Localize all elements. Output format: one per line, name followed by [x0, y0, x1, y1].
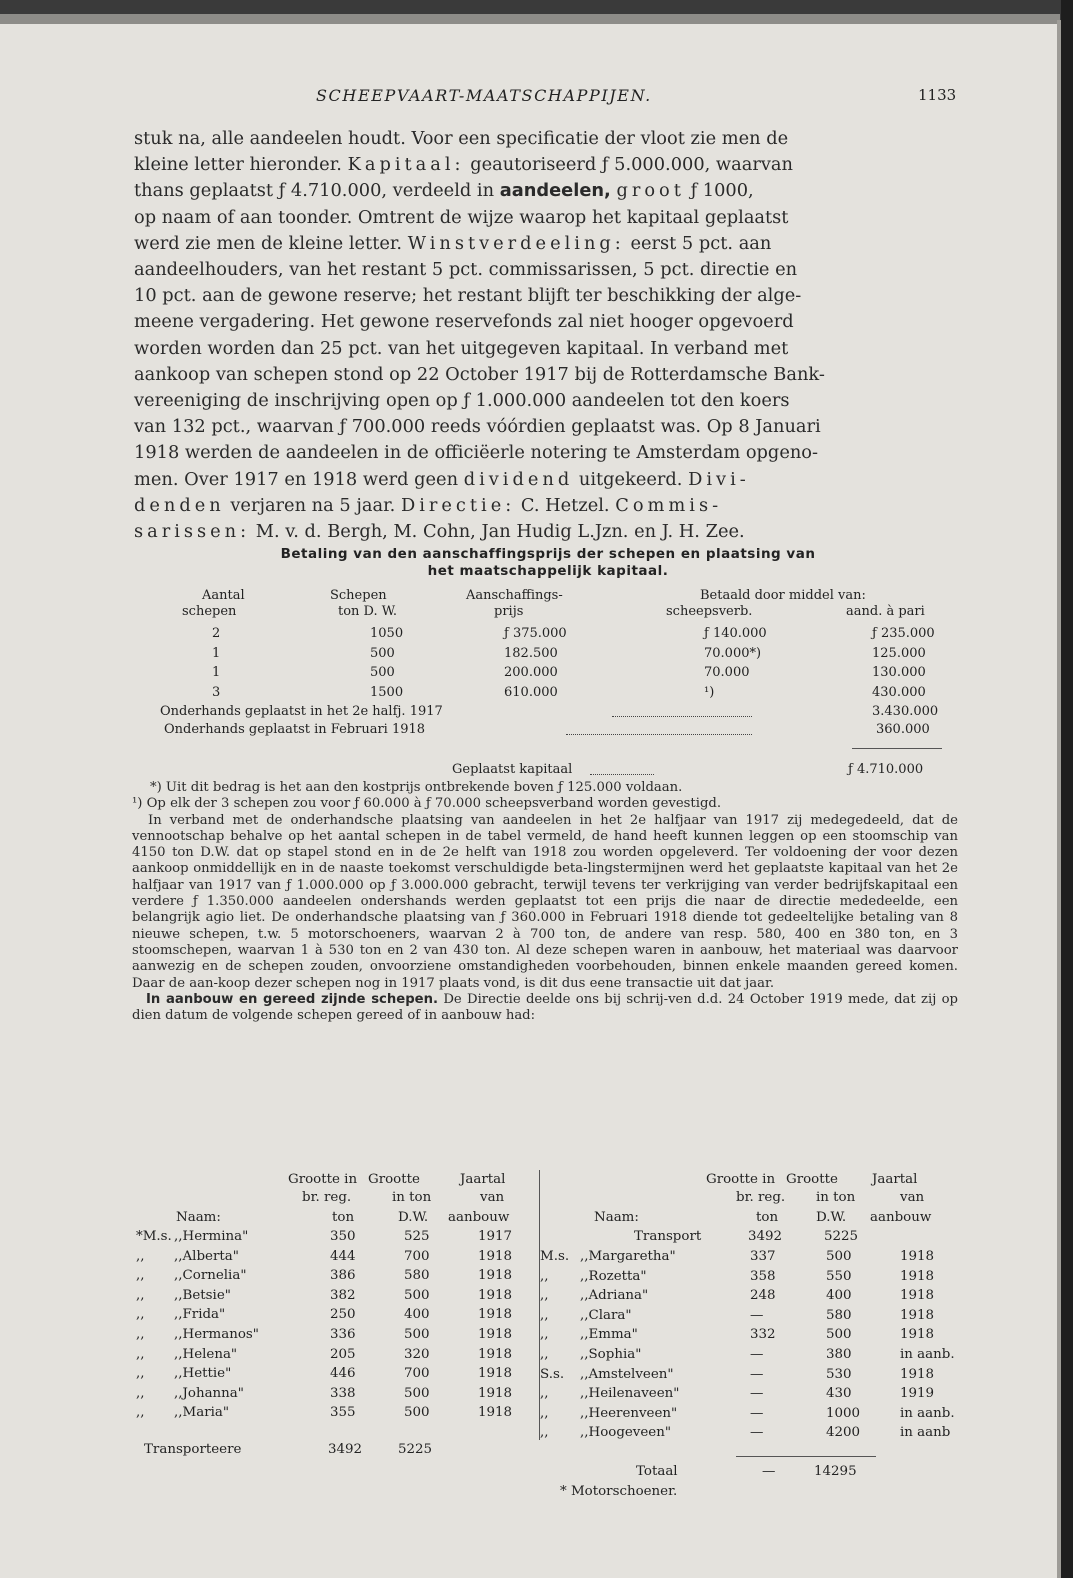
transport-label: Transport — [634, 1229, 702, 1244]
ship-name: ,,Rozetta" — [580, 1268, 647, 1284]
ship-name: ,,Heilenaveen" — [580, 1386, 680, 1402]
ship-brt: — — [750, 1425, 764, 1441]
text-span: ƒ 1000, — [690, 180, 754, 202]
text-span: geautoriseerd ƒ 5.000.000, waarvan — [470, 154, 793, 176]
ship-pre: *M.s. — [136, 1229, 172, 1244]
col-header: in ton — [392, 1190, 432, 1205]
cell-ton: 1050 — [370, 626, 404, 641]
ship-pre: ,, — [540, 1327, 549, 1343]
ship-pre: ,, — [540, 1268, 549, 1284]
totaal-label: Totaal — [636, 1464, 678, 1479]
ship-dw: 380 — [826, 1347, 852, 1362]
page-header — [0, 86, 1064, 110]
ship-jaar: 1917 — [478, 1229, 513, 1244]
text-line — [134, 152, 958, 178]
ship-jaar: 1918 — [478, 1287, 513, 1303]
col-header: van — [480, 1190, 505, 1205]
cell-prijs: 182.500 — [504, 645, 558, 661]
col-header: Naam: — [594, 1210, 639, 1225]
ship-name: ,,Maria" — [174, 1405, 230, 1421]
row-value: 3.430.000 — [872, 704, 939, 719]
ship-dw: 580 — [826, 1307, 852, 1323]
ship-jaar: 1918 — [900, 1268, 935, 1284]
ship-brt: 338 — [330, 1385, 356, 1401]
ship-name: ,,Amstelveen" — [580, 1366, 674, 1382]
ship-dw: 550 — [826, 1268, 852, 1284]
ship-jaar: 1918 — [478, 1268, 513, 1284]
small-print — [132, 780, 958, 1024]
col-header: Naam: — [176, 1210, 221, 1225]
ship-pre: S.s. — [540, 1366, 565, 1382]
ship-pre: ,, — [136, 1287, 145, 1303]
cell-ton: 1500 — [370, 684, 404, 700]
ship-brt: 350 — [330, 1229, 356, 1244]
ship-pre: ,, — [540, 1347, 549, 1362]
body-text — [134, 126, 958, 545]
ship-dw: 700 — [404, 1366, 430, 1382]
text-line: op naam of aan toonder. Omtrent de wijze waarop het kapitaal geplaatst — [134, 206, 789, 228]
ship-dw: 500 — [404, 1327, 430, 1342]
ship-brt: 386 — [330, 1268, 356, 1284]
ship-name: ,,Adriana" — [580, 1288, 649, 1304]
ship-brt: 248 — [750, 1288, 776, 1304]
text-span: uitgekeerd. — [578, 468, 683, 490]
running-title: SCHEEPVAART-MAATSCHAPPIJEN. — [316, 86, 652, 105]
col-header: Grootte in — [288, 1172, 358, 1187]
col-header: Grootte — [368, 1172, 420, 1187]
col-header: aand. à pari — [846, 604, 925, 619]
text-line: meene vergadering. Het gewone reservefonds zal niet hooger opgevoerd — [134, 311, 794, 333]
col-header: D.W. — [398, 1210, 429, 1225]
ship-brt: 358 — [750, 1268, 776, 1284]
col-header: ton D. W. — [338, 604, 398, 619]
cell-aantal: 1 — [212, 645, 221, 661]
transport-dw: 5225 — [824, 1229, 859, 1244]
ship-pre: ,, — [136, 1346, 145, 1362]
total-value: ƒ 4.710.000 — [848, 762, 924, 777]
cell-pari: 430.000 — [872, 684, 926, 700]
ship-name: ,,Emma" — [580, 1327, 638, 1343]
emph-directie: Directie: — [400, 494, 516, 516]
ship-jaar: 1918 — [478, 1307, 513, 1323]
cell-aantal: 3 — [212, 684, 221, 700]
text-span: werd zie men de kleine letter. — [134, 232, 403, 254]
ship-name: ,,Johanna" — [174, 1385, 244, 1401]
emph-dividend: dividend — [463, 468, 574, 490]
col-header: van — [900, 1190, 925, 1205]
title-line: het maatschappelijk kapitaal. — [427, 563, 669, 579]
emph-kapitaal: Kapitaal: — [347, 154, 465, 176]
cell-ton: 500 — [370, 665, 395, 680]
col-header: br. reg. — [302, 1190, 352, 1205]
ship-dw: 320 — [404, 1346, 430, 1362]
text-line — [134, 467, 958, 493]
emph-commis: Commis- — [615, 494, 723, 516]
emph-sarissen: sarissen: — [134, 521, 251, 543]
text-line — [134, 519, 958, 545]
scan-right-border — [1061, 0, 1073, 1578]
ship-name: ,,Heerenveen" — [580, 1405, 678, 1421]
col-header: in ton — [816, 1190, 856, 1205]
ship-pre: ,, — [540, 1307, 549, 1323]
text-line: van 132 pct., waarvan ƒ 700.000 reeds vóórdien geplaatst was. Op 8 Januari — [134, 416, 821, 438]
ship-jaar: 1918 — [478, 1248, 513, 1264]
leader-dots — [590, 764, 654, 775]
ship-brt: — — [750, 1366, 764, 1382]
ship-jaar: 1918 — [900, 1288, 935, 1304]
col-header: ton — [756, 1210, 779, 1225]
paragraph: In verband met de onderhandsche plaatsing van aandeelen in het 2e halfjaar van 1917 zij medegedeeld, dat de vennootschap behalve op het aantal schepen in de tabel vermeld, de hand heeft kunnen leggen op een stoomschip van 4150 ton D.W. dat op stapel stond en in de 2e helft van 1918 zou worden opgeleverd. Ter voldoening der voor dezen aankoop onmiddellijk en in de naaste toekomst verschuldigde beta-lingstermijnen werd het geplaatste kapitaal van het 2e halfjaar van 1917 van ƒ 1.000.000 op ƒ 3.000.000 gebracht, terwijl tevens ter verkrijging van verder bedrijfskapitaal een verdere ƒ 1.350.000 aandeelen ondershands werden geplaatst tot een prijs die naar de directie mededeelde, een belangrijk agio liet. De onderhandsche plaatsing van ƒ 360.000 in Februari 1918 diende tot gedeeltelijke betaling van 8 nieuwe schepen, t.w. 5 motorschoeners, waarvan 2 à 700 ton, de andere van resp. 580, 400 en 380 ton, en 3 stoomschepen, waarvan 1 à 530 ton en 2 van 430 ton. Al deze schepen waren in aanbouw, het materiaal was daarvoor aanwezig en de schepen zouden, onvoorziene omstandigheden voorbehouden, binnen enkele maanden gereed komen. Daar de aan-koop dezer schepen nog in 1917 plaats vond, is dit dus eene transactie uit dat jaar. — [132, 812, 958, 991]
total-rule — [736, 1456, 876, 1457]
ship-name: ,,Hermanos" — [174, 1327, 259, 1342]
ship-dw: 500 — [826, 1249, 852, 1264]
ship-name: ,,Hettie" — [174, 1366, 232, 1382]
ship-pre: ,, — [136, 1307, 145, 1323]
col-header: scheepsverb. — [666, 604, 753, 619]
leader-dots — [612, 706, 752, 717]
ship-dw: 525 — [404, 1229, 430, 1244]
title-line: Betaling van den aanschaffingsprijs der schepen en plaatsing van — [280, 546, 816, 562]
cell-verb: ƒ 140.000 — [704, 626, 767, 641]
emph-winstverdeeling: Winstverdeeling: — [407, 232, 625, 254]
ship-brt: 444 — [330, 1248, 356, 1264]
ship-name: ,,Margaretha" — [580, 1249, 676, 1264]
col-header: Aantal — [202, 588, 245, 603]
text-line: aandeelhouders, van het restant 5 pct. commissarissen, 5 pct. directie en — [134, 259, 798, 281]
ship-pre: ,, — [136, 1405, 145, 1421]
ship-name: ,,Frida" — [174, 1307, 226, 1323]
cell-prijs: 610.000 — [504, 684, 558, 700]
row-label: Onderhands geplaatst in het 2e halfj. 1917 — [160, 704, 443, 719]
ship-dw: 400 — [404, 1307, 430, 1323]
paragraph — [132, 992, 958, 1025]
text-span: verjaren na 5 jaar. — [230, 494, 396, 516]
cell-pari: 125.000 — [872, 645, 926, 661]
text-span: men. Over 1917 en 1918 werd geen — [134, 468, 459, 490]
transporteere-label: Transporteere — [144, 1442, 242, 1457]
ship-dw: 530 — [826, 1366, 852, 1382]
ship-jaar: 1918 — [478, 1327, 513, 1342]
ship-jaar: 1918 — [900, 1327, 935, 1343]
ship-jaar: 1918 — [478, 1385, 513, 1401]
cell-pari: 130.000 — [872, 665, 926, 680]
text-line — [134, 231, 958, 257]
ship-jaar: in aanb. — [900, 1405, 955, 1421]
col-header: Aanschaffings- — [466, 588, 563, 603]
ship-pre: ,, — [136, 1366, 145, 1382]
ship-dw: 1000 — [826, 1405, 861, 1421]
scan-right-shadow — [1057, 20, 1061, 1578]
ship-pre: ,, — [540, 1288, 549, 1304]
section-heading: In aanbouw en gereed zijnde schepen. — [146, 991, 438, 1007]
transport-brt: 3492 — [748, 1229, 783, 1244]
ship-name: ,,Cornelia" — [174, 1268, 247, 1284]
cell-verb: 70.000 — [704, 665, 750, 680]
ship-jaar: 1918 — [900, 1366, 935, 1382]
ship-brt: — — [750, 1307, 764, 1323]
ship-brt: 355 — [330, 1405, 356, 1421]
ship-brt: — — [750, 1347, 764, 1362]
transporteere-dw: 5225 — [398, 1442, 433, 1457]
text-line: vereeniging de inschrijving open op ƒ 1.000.000 aandeelen tot den koers — [134, 390, 790, 412]
ship-dw: 500 — [404, 1385, 430, 1401]
ship-dw: 580 — [404, 1268, 430, 1284]
text-span: thans geplaatst ƒ 4.710.000, verdeeld in — [134, 180, 495, 202]
ship-pre: M.s. — [540, 1249, 570, 1264]
ship-dw: 700 — [404, 1248, 430, 1264]
text-line — [134, 493, 958, 519]
placement-table-title — [148, 546, 948, 580]
ship-dw: 4200 — [826, 1425, 861, 1441]
ship-jaar: in aanb. — [900, 1347, 955, 1362]
text-line: aankoop van schepen stond op 22 October 1917 bij de Rotterdamsche Bank- — [134, 363, 825, 385]
col-header: aanbouw — [448, 1210, 510, 1225]
ship-jaar: 1918 — [900, 1249, 935, 1264]
footnote: *) Uit dit bedrag is het aan den kostprijs ontbrekende boven ƒ 125.000 voldaan. — [150, 780, 683, 795]
totaal-dw: 14295 — [814, 1464, 857, 1479]
col-header: Betaald door middel van: — [700, 588, 866, 603]
ship-pre: ,, — [136, 1268, 145, 1284]
col-header: br. reg. — [736, 1190, 786, 1205]
cell-aantal: 2 — [212, 626, 221, 641]
emph-divi: Divi- — [688, 468, 750, 490]
ship-dw: 400 — [826, 1288, 852, 1304]
col-header: Grootte — [786, 1172, 838, 1187]
ship-dw: 500 — [404, 1287, 430, 1303]
ship-jaar: 1918 — [478, 1405, 513, 1421]
cell-aantal: 1 — [212, 665, 221, 680]
ship-jaar: 1919 — [900, 1386, 935, 1402]
scan-top-shadow — [0, 14, 1060, 24]
col-header: Jaartal — [872, 1172, 918, 1187]
cell-pari: ƒ 235.000 — [872, 626, 935, 641]
ship-pre: ,, — [136, 1248, 145, 1264]
ship-dw: 500 — [826, 1327, 852, 1343]
ship-pre: ,, — [136, 1385, 145, 1401]
cell-verb: ¹) — [704, 684, 715, 700]
total-label: Geplaatst kapitaal — [452, 762, 573, 777]
ship-pre: ,, — [136, 1327, 145, 1342]
ship-name: ,,Helena" — [174, 1346, 238, 1362]
text-span: C. Hetzel. — [520, 494, 610, 516]
ship-pre: ,, — [540, 1425, 549, 1441]
col-header: aanbouw — [870, 1210, 932, 1225]
row-label: Onderhands geplaatst in Februari 1918 — [164, 722, 426, 737]
text-span: De Directie deelde ons bij schrij-ven d.d. 24 October 1919 mede, dat zij op dien datum de volgende schepen gereed of in aanbouw had: — [132, 991, 958, 1024]
col-header: schepen — [182, 604, 237, 619]
text-line: 1918 werden de aandeelen in de officiëerle notering te Amsterdam opgeno- — [134, 442, 819, 464]
col-header: D.W. — [816, 1210, 847, 1225]
ship-brt: 250 — [330, 1307, 356, 1323]
col-header: Schepen — [330, 588, 387, 603]
cell-prijs: 200.000 — [504, 665, 558, 680]
ship-brt: 336 — [330, 1327, 356, 1342]
ship-name: ,,Clara" — [580, 1307, 632, 1323]
cell-prijs: ƒ 375.000 — [504, 626, 567, 641]
row-value: 360.000 — [876, 722, 930, 737]
ship-jaar: 1918 — [900, 1307, 935, 1323]
ship-dw: 430 — [826, 1386, 852, 1402]
text-line: stuk na, alle aandeelen houdt. Voor een specificatie der vloot zie men de — [134, 128, 789, 149]
sum-rule — [852, 748, 942, 749]
ship-brt: 446 — [330, 1366, 356, 1382]
transporteere-brt: 3492 — [328, 1442, 363, 1457]
ship-name: ,,Sophia" — [580, 1347, 642, 1362]
ship-brt: 382 — [330, 1287, 356, 1303]
col-header: prijs — [494, 604, 524, 619]
ship-brt: — — [750, 1386, 764, 1402]
text-line: 10 pct. aan de gewone reserve; het restant blijft ter beschikking der alge- — [134, 285, 802, 307]
emph-aandeelen: aandeelen, — [499, 180, 611, 202]
ship-pre: ,, — [540, 1386, 549, 1402]
ship-name: ,,Alberta" — [174, 1248, 239, 1264]
ship-brt: 205 — [330, 1346, 356, 1362]
text-span: M. v. d. Bergh, M. Cohn, Jan Hudig L.Jzn. en J. H. Zee. — [255, 521, 745, 543]
ship-dw: 500 — [404, 1405, 430, 1421]
text-line — [134, 178, 958, 204]
cell-verb: 70.000*) — [704, 645, 762, 661]
footnote: ¹) Op elk der 3 schepen zou voor ƒ 60.000 à ƒ 70.000 scheepsverband worden gevestigd. — [132, 796, 722, 812]
ship-name: ,,Hermina" — [174, 1229, 249, 1244]
text-span: kleine letter hieronder. — [134, 154, 342, 176]
ship-pre: ,, — [540, 1405, 549, 1421]
ship-brt: — — [750, 1405, 764, 1421]
emph-denden: denden — [134, 494, 225, 516]
ship-jaar: in aanb — [900, 1425, 951, 1441]
ship-brt: 337 — [750, 1249, 776, 1264]
ship-jaar: 1918 — [478, 1346, 513, 1362]
leader-dots — [566, 724, 752, 735]
cell-ton: 500 — [370, 645, 395, 661]
text-span: eerst 5 pct. aan — [630, 232, 772, 254]
ship-name: ,,Hoogeveen" — [580, 1425, 672, 1441]
col-header: ton — [332, 1210, 355, 1225]
ship-name: ,,Betsie" — [174, 1287, 231, 1303]
text-line: worden worden dan 25 pct. van het uitgegeven kapitaal. In verband met — [134, 337, 789, 359]
ship-brt: 332 — [750, 1327, 776, 1343]
ship-jaar: 1918 — [478, 1366, 513, 1382]
col-header: Grootte in — [706, 1172, 776, 1187]
page-number: 1133 — [918, 86, 957, 104]
totaal-brt: — — [762, 1464, 776, 1479]
ships-footnote: * Motorschoener. — [560, 1484, 678, 1499]
col-header: Jaartal — [460, 1172, 506, 1187]
emph-groot: groot — [616, 180, 685, 202]
